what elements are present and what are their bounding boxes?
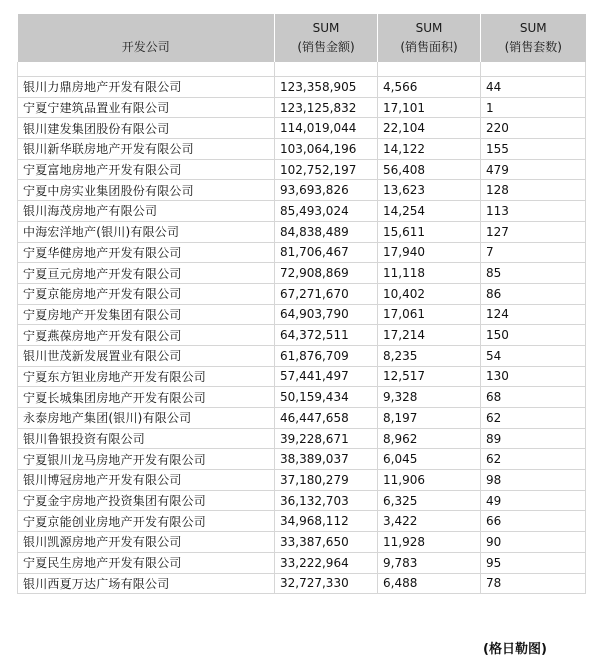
- header-sales-amount-sum: SUM: [312, 21, 340, 35]
- spacer-cell: [275, 62, 378, 77]
- sales-units-cell: 49: [481, 490, 586, 511]
- sales-area-cell: 13,623: [378, 180, 481, 201]
- sales-units-cell: 95: [481, 552, 586, 573]
- table-row: [18, 201, 586, 222]
- developer-name-cell: 宁夏民生房地产开发有限公司: [18, 552, 275, 573]
- sales-units-cell: 150: [481, 325, 586, 346]
- sales-units-cell: 479: [481, 159, 586, 180]
- sales-amount-cell: 57,441,497: [275, 366, 378, 387]
- developer-name-cell: 银川建发集团股份有限公司: [18, 118, 275, 139]
- developer-sales-table: [17, 14, 586, 594]
- sales-area-cell: 6,045: [378, 449, 481, 470]
- developer-name-cell: 银川新华联房地产开发有限公司: [18, 139, 275, 160]
- sales-area-cell: 17,061: [378, 304, 481, 325]
- sales-units-cell: 66: [481, 511, 586, 532]
- developer-name-cell: 银川力鼎房地产开发有限公司: [18, 77, 275, 98]
- sales-units-cell: 62: [481, 408, 586, 429]
- table-row: [18, 304, 586, 325]
- sales-units-cell: 78: [481, 573, 586, 594]
- sales-amount-cell: 33,387,650: [275, 532, 378, 553]
- table-row: [18, 97, 586, 118]
- header-developer: [18, 14, 275, 62]
- table-row: [18, 552, 586, 573]
- sales-units-cell: 128: [481, 180, 586, 201]
- sales-amount-cell: 34,968,112: [275, 511, 378, 532]
- table-row: [18, 180, 586, 201]
- developer-name-cell: 银川西夏万达广场有限公司: [18, 573, 275, 594]
- table-row: [18, 283, 586, 304]
- sales-amount-cell: 46,447,658: [275, 408, 378, 429]
- sales-amount-cell: 72,908,869: [275, 263, 378, 284]
- sales-amount-cell: 103,064,196: [275, 139, 378, 160]
- developer-name-cell: 宁夏富地房地产开发有限公司: [18, 159, 275, 180]
- sales-amount-cell: 84,838,489: [275, 221, 378, 242]
- table-row: [18, 470, 586, 491]
- developer-name-cell: 宁夏银川龙马房地产开发有限公司: [18, 449, 275, 470]
- sales-units-cell: 90: [481, 532, 586, 553]
- developer-name-cell: 永泰房地产集团(银川)有限公司: [18, 408, 275, 429]
- source-credit: (格日勒图): [483, 642, 547, 657]
- header-sales-units-label: (销售套数): [504, 40, 562, 54]
- sales-area-cell: 14,254: [378, 201, 481, 222]
- sales-area-cell: 12,517: [378, 366, 481, 387]
- spacer-cell: [18, 62, 275, 77]
- table-row: [18, 139, 586, 160]
- sales-area-cell: 10,402: [378, 283, 481, 304]
- sales-area-cell: 6,325: [378, 490, 481, 511]
- sales-area-cell: 11,928: [378, 532, 481, 553]
- sales-area-cell: 15,611: [378, 221, 481, 242]
- sales-units-cell: 130: [481, 366, 586, 387]
- sales-area-cell: 8,197: [378, 408, 481, 429]
- header-developer-label: 开发公司: [121, 40, 170, 54]
- sales-amount-cell: 50,159,434: [275, 387, 378, 408]
- sales-area-cell: 17,940: [378, 242, 481, 263]
- sales-amount-cell: 81,706,467: [275, 242, 378, 263]
- sales-units-cell: 124: [481, 304, 586, 325]
- developer-name-cell: 银川凯源房地产开发有限公司: [18, 532, 275, 553]
- sales-units-cell: 155: [481, 139, 586, 160]
- table-header: [18, 14, 586, 62]
- sales-area-cell: 14,122: [378, 139, 481, 160]
- sales-amount-cell: 64,372,511: [275, 325, 378, 346]
- sales-area-cell: 56,408: [378, 159, 481, 180]
- sales-amount-cell: 93,693,826: [275, 180, 378, 201]
- sales-units-cell: 68: [481, 387, 586, 408]
- sales-area-cell: 4,566: [378, 77, 481, 98]
- sales-amount-cell: 123,358,905: [275, 77, 378, 98]
- header-sales-area-label: (销售面积): [400, 40, 458, 54]
- table-row: [18, 387, 586, 408]
- developer-name-cell: 银川海茂房地产有限公司: [18, 201, 275, 222]
- table-row: [18, 221, 586, 242]
- developer-name-cell: 中海宏洋地产(银川)有限公司: [18, 221, 275, 242]
- sales-area-cell: 22,104: [378, 118, 481, 139]
- sales-area-cell: 17,101: [378, 97, 481, 118]
- sales-amount-cell: 102,752,197: [275, 159, 378, 180]
- table-row: [18, 532, 586, 553]
- developer-name-cell: 银川世茂新发展置业有限公司: [18, 345, 275, 366]
- developer-name-cell: 银川博冠房地产开发有限公司: [18, 470, 275, 491]
- sales-area-cell: 8,235: [378, 345, 481, 366]
- developer-name-cell: 宁夏燕葆房地产开发有限公司: [18, 325, 275, 346]
- header-sales-area: [378, 14, 481, 62]
- sales-area-cell: 9,328: [378, 387, 481, 408]
- developer-name-cell: 宁夏房地产开发集团有限公司: [18, 304, 275, 325]
- table-row: [18, 449, 586, 470]
- sales-amount-cell: 114,019,044: [275, 118, 378, 139]
- sales-amount-cell: 36,132,703: [275, 490, 378, 511]
- developer-name-cell: 宁夏东方钽业房地产开发有限公司: [18, 366, 275, 387]
- sales-units-cell: 85: [481, 263, 586, 284]
- sales-area-cell: 6,488: [378, 573, 481, 594]
- sales-amount-cell: 38,389,037: [275, 449, 378, 470]
- spacer-row: [18, 62, 586, 77]
- sales-units-cell: 1: [481, 97, 586, 118]
- table-row: [18, 511, 586, 532]
- sales-area-cell: 17,214: [378, 325, 481, 346]
- sales-area-cell: 11,906: [378, 470, 481, 491]
- table-row: [18, 77, 586, 98]
- developer-name-cell: 银川鲁银投资有限公司: [18, 428, 275, 449]
- header-sales-area-sum: SUM: [415, 21, 443, 35]
- sales-units-cell: 113: [481, 201, 586, 222]
- header-row: [18, 14, 586, 62]
- developer-name-cell: 宁夏亘元房地产开发有限公司: [18, 263, 275, 284]
- sales-amount-cell: 39,228,671: [275, 428, 378, 449]
- sales-amount-cell: 32,727,330: [275, 573, 378, 594]
- header-sales-amount-label: (销售金额): [297, 40, 355, 54]
- table-row: [18, 490, 586, 511]
- sales-amount-cell: 67,271,670: [275, 283, 378, 304]
- developer-name-cell: 宁夏京能房地产开发有限公司: [18, 283, 275, 304]
- sales-amount-cell: 33,222,964: [275, 552, 378, 573]
- sales-units-cell: 127: [481, 221, 586, 242]
- sales-area-cell: 9,783: [378, 552, 481, 573]
- table-row: [18, 263, 586, 284]
- developer-name-cell: 宁夏宁建筑品置业有限公司: [18, 97, 275, 118]
- table-row: [18, 118, 586, 139]
- developer-name-cell: 宁夏金宇房地产投资集团有限公司: [18, 490, 275, 511]
- sales-units-cell: 54: [481, 345, 586, 366]
- table-row: [18, 325, 586, 346]
- sales-amount-cell: 85,493,024: [275, 201, 378, 222]
- sales-area-cell: 11,118: [378, 263, 481, 284]
- spacer-cell: [378, 62, 481, 77]
- developer-name-cell: 宁夏中房实业集团股份有限公司: [18, 180, 275, 201]
- sales-amount-cell: 37,180,279: [275, 470, 378, 491]
- sales-units-cell: 7: [481, 242, 586, 263]
- sales-units-cell: 89: [481, 428, 586, 449]
- developer-name-cell: 宁夏华健房地产开发有限公司: [18, 242, 275, 263]
- table-row: [18, 159, 586, 180]
- sales-table-container: [17, 14, 585, 594]
- table-row: [18, 408, 586, 429]
- table-row: [18, 428, 586, 449]
- header-sales-amount: [275, 14, 378, 62]
- table-body: [18, 62, 586, 594]
- table-row: [18, 345, 586, 366]
- sales-units-cell: 86: [481, 283, 586, 304]
- sales-units-cell: 98: [481, 470, 586, 491]
- spacer-cell: [481, 62, 586, 77]
- developer-name-cell: 宁夏长城集团房地产开发有限公司: [18, 387, 275, 408]
- header-sales-units: [481, 14, 586, 62]
- sales-area-cell: 3,422: [378, 511, 481, 532]
- sales-units-cell: 44: [481, 77, 586, 98]
- sales-amount-cell: 64,903,790: [275, 304, 378, 325]
- sales-amount-cell: 123,125,832: [275, 97, 378, 118]
- sales-units-cell: 62: [481, 449, 586, 470]
- table-row: [18, 366, 586, 387]
- table-row: [18, 573, 586, 594]
- table-row: [18, 242, 586, 263]
- sales-amount-cell: 61,876,709: [275, 345, 378, 366]
- sales-area-cell: 8,962: [378, 428, 481, 449]
- developer-name-cell: 宁夏京能创业房地产开发有限公司: [18, 511, 275, 532]
- sales-units-cell: 220: [481, 118, 586, 139]
- header-sales-units-sum: SUM: [519, 21, 547, 35]
